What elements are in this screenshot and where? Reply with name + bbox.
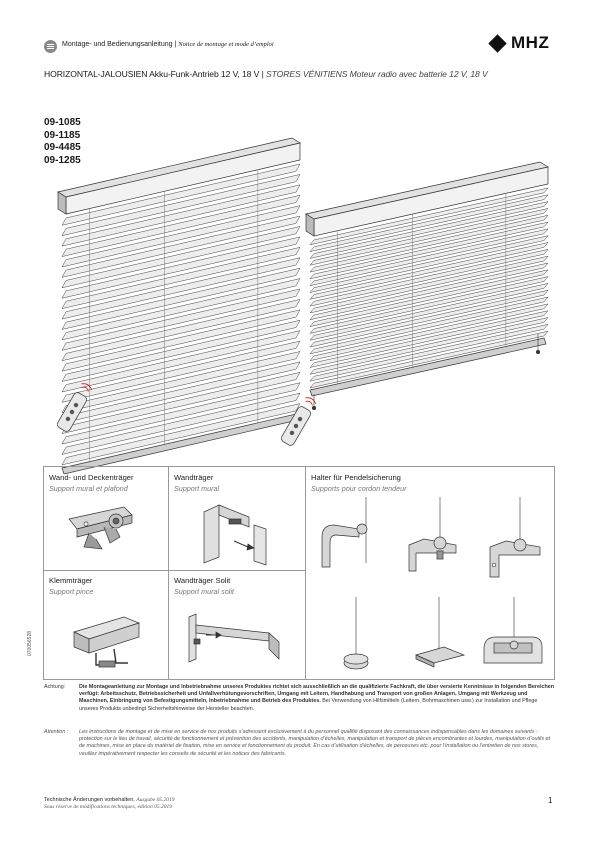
tension-support-2 — [409, 497, 456, 571]
warning-text-fr: Les instructions de montage et de mise en service de nos produits s’adressent exclusivement à du personnel qualifié disposant des connaissances indispensables dans les domaines suivants : protection sur le lieu de travail, sécurité de fonctionnement et prévention des accidents, manipulation d’échelles, manipulation et transport de pièces encombrantes et lourdes, manipulation d’outils et de machines, mise en place du matériel de fixation, mise en service et fonctionnement du produit. En cas d’utilisation d’échelles, de perceuses etc. pour l’installation ou l’entretien de nos stores, veuillez impérativement respecter les conseils de sécurité et les notices des fabricants. — [79, 729, 551, 757]
warning-label-de: Achtung: — [44, 684, 66, 690]
bracket-wall-solid: Wandträger Solit Support mural solit — [174, 576, 234, 596]
article-number: 09-4485 — [44, 142, 81, 153]
warning-text-de: Die Montageanleitung zur Montage und Inbetriebnahme unseres Produktes richtet sich ausschließlich an die qualifizierte Fachkraft, die über versierte Kenntnisse in folgenden Bereichen verfügt: Arbeitsschutz, Betriebssicherheit und Unfallverhütungsvorschriften, Umgang mit Leitern, Handhabung und Transport von großen Anlagen, Umgang mit Werkzeug und Maschinen, Einbringung von Befestigungsmitteln, Inbetriebnahme und Betrieb des Produktes. Bei Verwendung von Hilfsmitteln (Leitern, Bohrmaschinen usw.) zur Installation und Pflege unseres Produkts unbedingt Sicherheitshinweise der Hersteller beachten. — [79, 684, 555, 712]
tension-support-6 — [484, 597, 542, 663]
footer-note: Technische Änderungen vorbehalten, Ausgabe 05.2019 Sous réserve de modifications techniques, édition 05.2019 — [44, 797, 175, 810]
header-label: Montage- und Bedienungsanleitung | Notice de montage et mode d’emploi — [62, 41, 274, 48]
article-number: 09-1085 — [44, 117, 81, 128]
wall-solid-bracket-drawing — [189, 614, 279, 662]
bracket-table — [43, 466, 555, 680]
bracket-drawings — [44, 467, 554, 679]
tension-support-3 — [490, 497, 540, 577]
tension-cord-end — [312, 406, 316, 410]
article-number: 09-1185 — [44, 129, 81, 141]
bracket-tension-cord: Halter für Pendelsicherung Supports pour cordon tendeur — [311, 473, 407, 493]
tension-support-1 — [322, 497, 367, 567]
bracket-wall-ceiling: Wand- und Deckenträger Support mural et plafond — [49, 473, 134, 493]
article-number: 09-1285 — [44, 154, 81, 166]
bracket-clamp: Klemmträger Support pince — [49, 576, 94, 596]
wall-bracket-drawing — [204, 505, 266, 565]
tension-cord-end — [536, 350, 540, 354]
warning-label-fr: Attention : — [44, 729, 69, 735]
tension-support-5 — [416, 597, 464, 667]
clamp-bracket-drawing — [74, 617, 139, 667]
bracket-wall: Wandträger Support mural — [174, 473, 220, 493]
document-code: 070056528 — [27, 630, 33, 656]
page-title: HORIZONTAL-JALOUSIEN Akku-Funk-Antrieb 12 V, 18 V | STORES VÉNITIENS Moteur radio avec batterie 12 V, 18 V — [44, 69, 488, 79]
mhz-logo: MHZ — [491, 33, 549, 53]
page-number: 1 — [548, 796, 553, 805]
tension-support-4 — [344, 597, 368, 669]
wall-ceiling-bracket-drawing — [69, 507, 132, 549]
